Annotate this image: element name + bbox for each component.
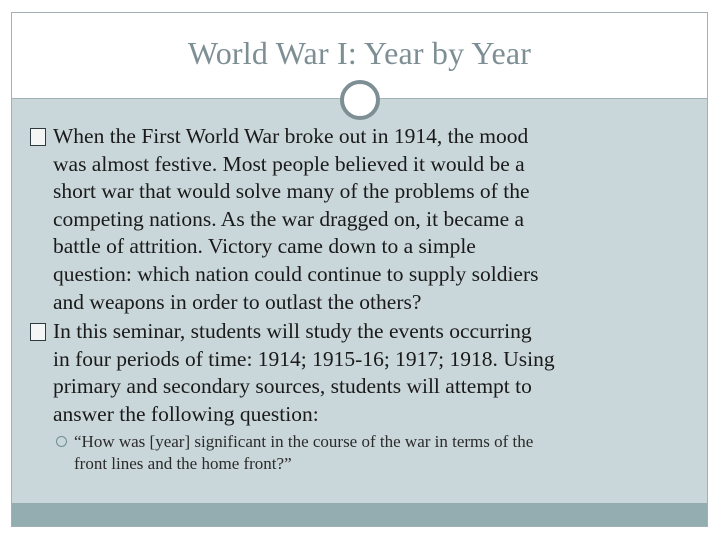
bullet-1-line-1: When the First World War broke out in 1914, the mood [53,124,529,148]
footer-bar [12,503,707,526]
bullet-1-line-5: battle of attrition. Victory came down to a simple [53,234,476,259]
slide-title: World War I: Year by Year [187,35,532,71]
bullet-1 [30,123,680,316]
sub-bullet [56,431,686,475]
bullet-1-line-2: was almost festive. Most people believed it would be a [53,151,525,176]
bullet-2-line-4: answer the following question: [53,401,319,426]
bullet-2-line-3: primary and secondary sources, students will attempt to [53,374,532,399]
sub-bullet-line-1: “How was [year] significant in the course of the war in terms of the [74,432,534,451]
bullet-box-icon [30,323,46,341]
sub-bullet-line-2: front lines and the home front?” [74,454,292,473]
bullet-2 [30,318,680,428]
bullet-1-line-7: and weapons in order to outlast the others? [53,289,422,314]
bullet-1-line-6: question: which nation could continue to supply soldiers [53,261,539,286]
bullet-2-line-1: In this seminar, students will study the events occurring [53,319,532,343]
bullet-1-line-4: competing nations. As the war dragged on, it became a [53,206,525,231]
ring-bullet-icon [56,436,67,447]
divider-circle-icon [340,80,380,120]
bullet-1-line-3: short war that would solve many of the problems of the [53,179,530,204]
bullet-2-line-2: in four periods of time: 1914; 1915-16; 1917; 1918. Using [53,346,555,371]
bullet-box-icon [30,128,46,146]
